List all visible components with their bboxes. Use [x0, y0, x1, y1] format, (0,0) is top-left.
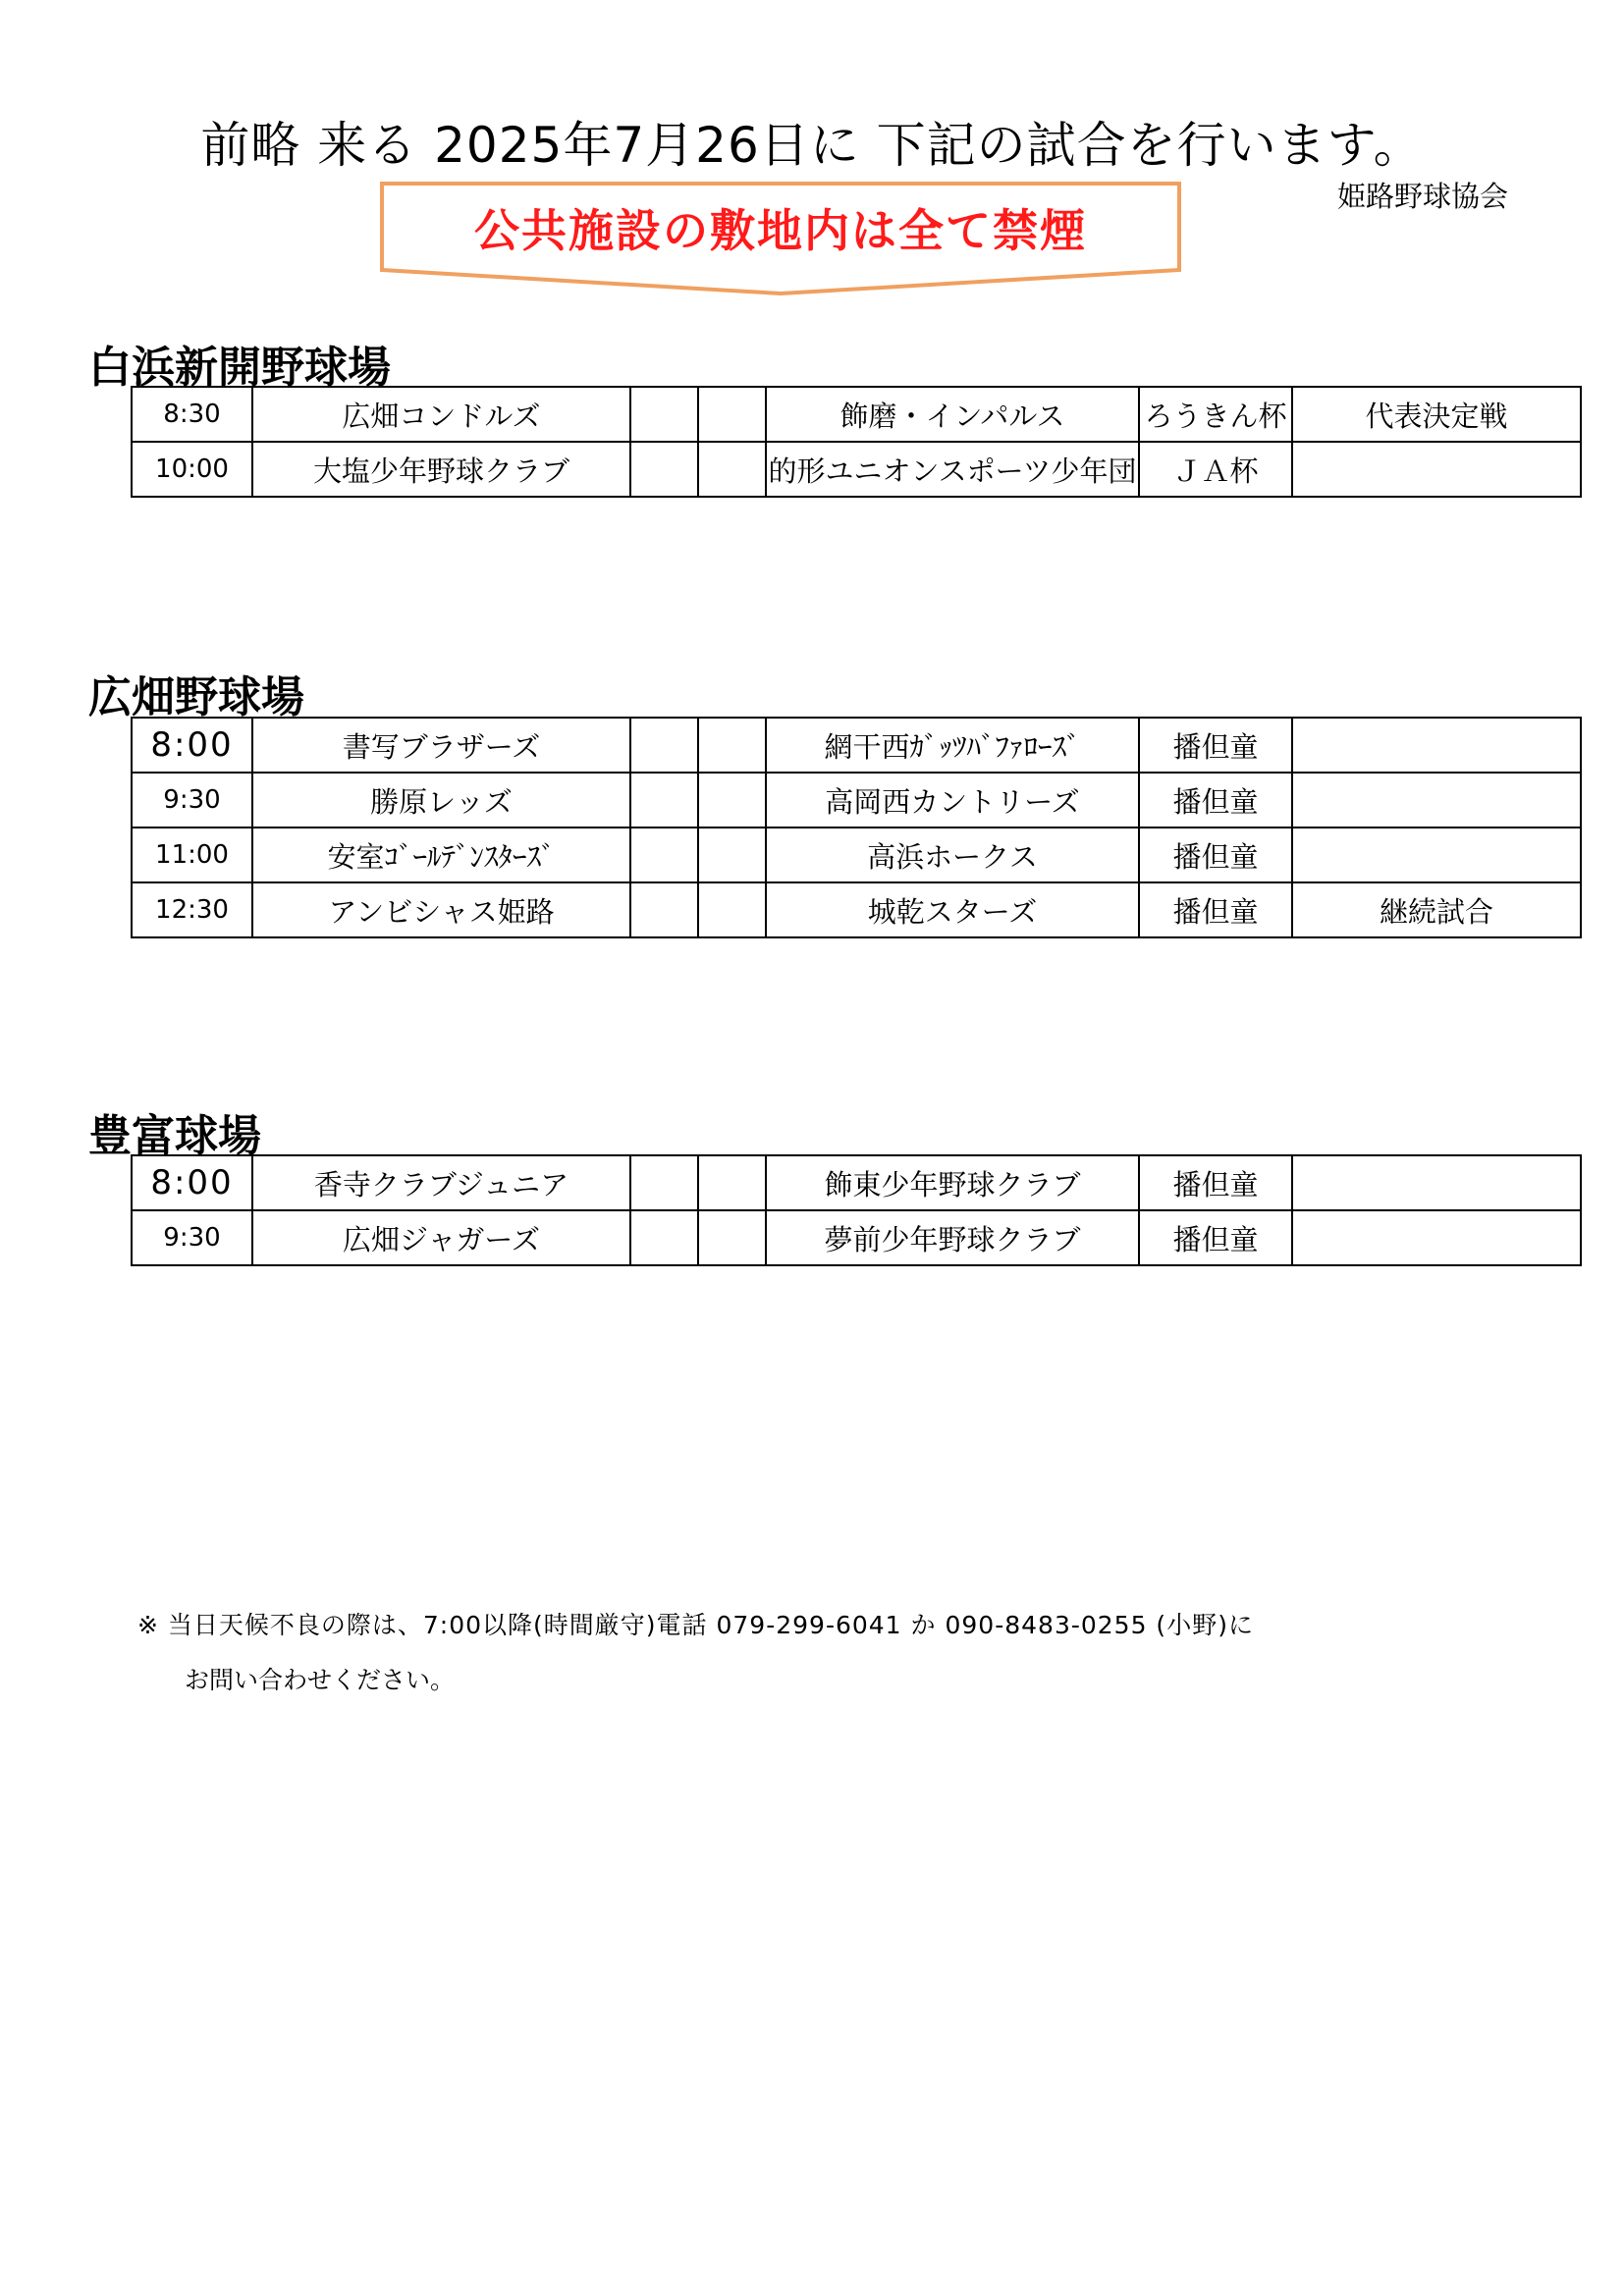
venue-title: 白浜新開野球場: [88, 343, 391, 393]
away-team-cell: 網干西ｶﾞｯﾂﾊﾞﾌｧﾛｰｽﾞ: [766, 718, 1139, 773]
score-cell: [698, 1210, 766, 1265]
time-cell: 9:30: [132, 773, 252, 828]
score-cell: [698, 1155, 766, 1210]
schedule-table: [131, 1154, 1582, 1266]
table-row: [132, 387, 1581, 442]
score-cell: [698, 718, 766, 773]
note-cell: [1292, 1210, 1581, 1265]
away-team-cell: 夢前少年野球クラブ: [766, 1210, 1139, 1265]
tournament-cell: 播但童: [1139, 718, 1292, 773]
away-team-cell: 飾東少年野球クラブ: [766, 1155, 1139, 1210]
away-team-cell: 城乾スターズ: [766, 882, 1139, 937]
table-row: [132, 773, 1581, 828]
score-cell: [698, 828, 766, 882]
note-cell: 代表決定戦: [1292, 387, 1581, 442]
time-cell: 8:00: [132, 718, 252, 773]
schedule-table: [131, 386, 1582, 498]
score-cell: [698, 773, 766, 828]
tournament-cell: 播但童: [1139, 1155, 1292, 1210]
note-cell: [1292, 773, 1581, 828]
score-cell: [630, 882, 698, 937]
no-smoking-banner: [378, 180, 1183, 297]
table-row: [132, 828, 1581, 882]
away-team-cell: 的形ユニオンスポーツ少年団: [766, 442, 1139, 497]
note-cell: [1292, 442, 1581, 497]
venue-title: 豊富球場: [88, 1111, 261, 1161]
score-cell: [630, 828, 698, 882]
tournament-cell: 播但童: [1139, 882, 1292, 937]
time-cell: 8:30: [132, 387, 252, 442]
home-team-cell: 書写ブラザーズ: [252, 718, 630, 773]
score-cell: [630, 387, 698, 442]
tournament-cell: 播但童: [1139, 828, 1292, 882]
schedule-table: [131, 717, 1582, 938]
score-cell: [630, 442, 698, 497]
note-cell: [1292, 828, 1581, 882]
tournament-cell: 播但童: [1139, 1210, 1292, 1265]
tournament-cell: 播但童: [1139, 773, 1292, 828]
time-cell: 10:00: [132, 442, 252, 497]
home-team-cell: 香寺クラブジュニア: [252, 1155, 630, 1210]
tournament-cell: ＪＡ杯: [1139, 442, 1292, 497]
table-row: [132, 1155, 1581, 1210]
time-cell: 9:30: [132, 1210, 252, 1265]
score-cell: [698, 882, 766, 937]
tournament-cell: ろうきん杯: [1139, 387, 1292, 442]
banner-text: 公共施設の敷地内は全て禁煙: [474, 204, 1087, 257]
score-cell: [698, 387, 766, 442]
away-team-cell: 高岡西カントリーズ: [766, 773, 1139, 828]
note-cell: [1292, 718, 1581, 773]
home-team-cell: 安室ｺﾞｰﾙﾃﾞﾝｽﾀｰｽﾞ: [252, 828, 630, 882]
score-cell: [630, 1210, 698, 1265]
table-row: [132, 718, 1581, 773]
table-row: [132, 1210, 1581, 1265]
organizer-name: 姫路野球協会: [1337, 180, 1509, 213]
note-cell: 継続試合: [1292, 882, 1581, 937]
home-team-cell: アンビシャス姫路: [252, 882, 630, 937]
time-cell: 12:30: [132, 882, 252, 937]
table-row: [132, 442, 1581, 497]
home-team-cell: 広畑ジャガーズ: [252, 1210, 630, 1265]
time-cell: 8:00: [132, 1155, 252, 1210]
table-row: [132, 882, 1581, 937]
home-team-cell: 広畑コンドルズ: [252, 387, 630, 442]
home-team-cell: 大塩少年野球クラブ: [252, 442, 630, 497]
note-cell: [1292, 1155, 1581, 1210]
score-cell: [630, 773, 698, 828]
score-cell: [698, 442, 766, 497]
venue-title: 広畑野球場: [88, 672, 304, 722]
home-team-cell: 勝原レッズ: [252, 773, 630, 828]
time-cell: 11:00: [132, 828, 252, 882]
score-cell: [630, 1155, 698, 1210]
weather-notice-continued: お問い合わせください。: [185, 1666, 456, 1694]
score-cell: [630, 718, 698, 773]
weather-notice: ※ 当日天候不良の際は、7:00以降(時間厳守)電話 079-299-6041 か 090-8483-0255 (小野)に: [137, 1611, 1254, 1639]
away-team-cell: 飾磨・インパルス: [766, 387, 1139, 442]
page-title: 前略 来る 2025年7月26日に 下記の試合を行います。: [200, 117, 1424, 174]
away-team-cell: 高浜ホークス: [766, 828, 1139, 882]
